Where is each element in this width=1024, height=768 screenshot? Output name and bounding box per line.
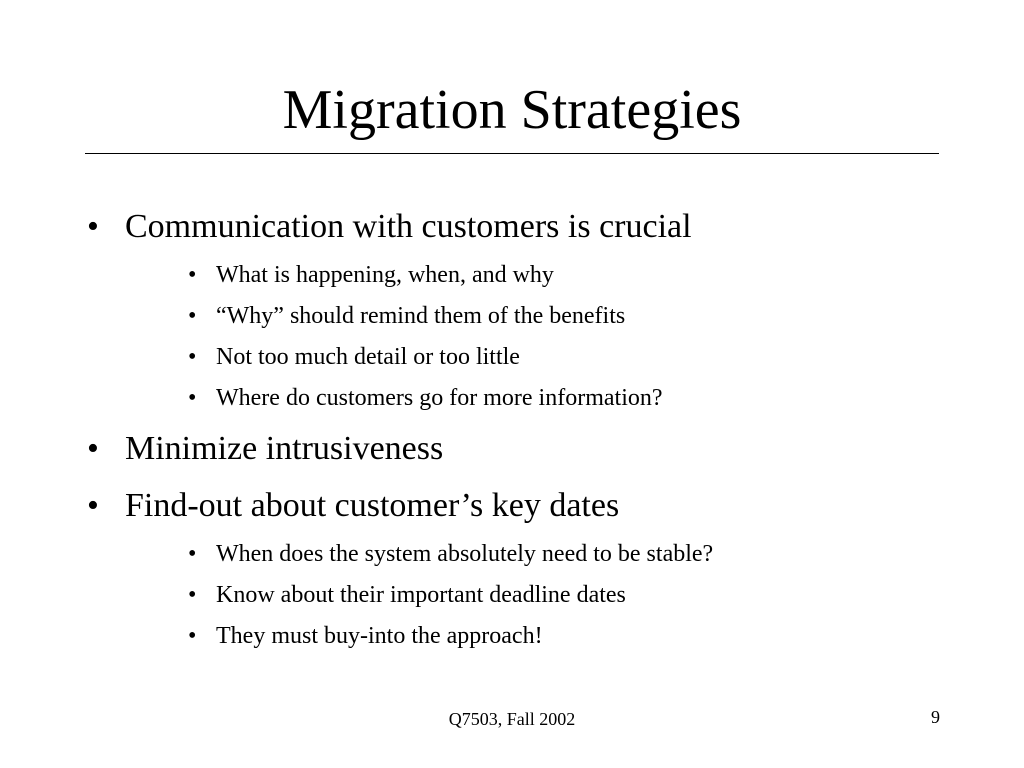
bullet-icon: • xyxy=(188,623,197,649)
bullet-text: Communication with customers is crucial xyxy=(125,208,692,245)
footer-course: Q7503, Fall 2002 xyxy=(448,709,576,729)
bullet-icon: • xyxy=(188,541,197,567)
bullet-text: Minimize intrusiveness xyxy=(125,430,444,467)
page-number: 9 xyxy=(931,707,940,727)
bullet-icon: • xyxy=(188,262,197,288)
bullet-text: They must buy-into the approach! xyxy=(216,623,543,649)
bullet-text: Know about their important deadline dates xyxy=(216,582,626,608)
bullet-icon: • xyxy=(188,344,197,370)
bullet-text: Find-out about customer’s key dates xyxy=(125,487,620,524)
bullet-icon: • xyxy=(188,385,197,411)
slide-title: Migration Strategies xyxy=(282,79,742,141)
bullet-icon: • xyxy=(87,208,99,245)
bullet-text: What is happening, when, and why xyxy=(216,262,554,288)
bullet-icon: • xyxy=(87,487,99,524)
bullet-icon: • xyxy=(188,303,197,329)
bullet-icon: • xyxy=(188,582,197,608)
bullet-icon: • xyxy=(87,430,99,467)
bullet-text: When does the system absolutely need to be stable? xyxy=(216,541,714,567)
bullet-text: Where do customers go for more information? xyxy=(216,385,663,411)
bullet-text: Not too much detail or too little xyxy=(216,344,520,370)
bullet-text: “Why” should remind them of the benefits xyxy=(216,303,626,329)
